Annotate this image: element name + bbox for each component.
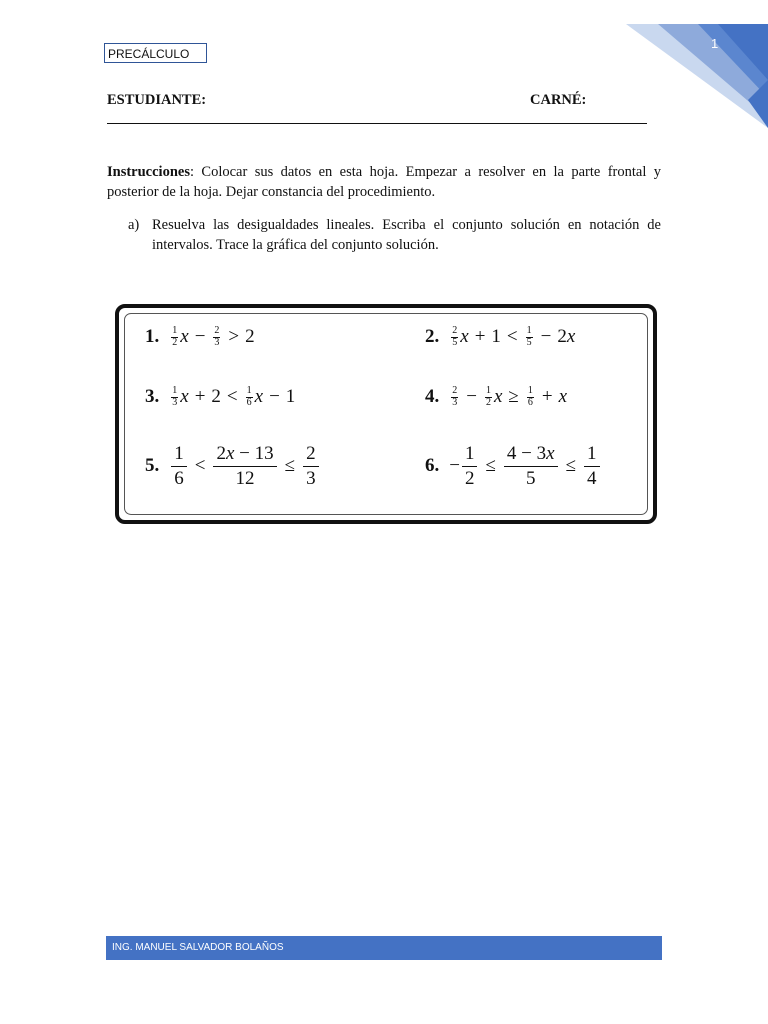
instructions-title: Instrucciones — [107, 164, 190, 180]
task-item — [128, 215, 661, 255]
student-label: ESTUDIANTE: — [107, 92, 207, 108]
instructions-body: : Colocar sus datos en esta hoja. Empezar a resolver en la parte frontal y posterior de la hoja. Dejar constancia del procedimiento. — [107, 164, 661, 200]
problems-box — [115, 304, 657, 524]
task-text: Resuelva las desigualdades lineales. Escriba el conjunto solución en notación de intervalos. Trace la gráfica del conjunto solución. — [152, 217, 661, 253]
footer-author: ING. MANUEL SALVADOR BOLAÑOS — [106, 936, 662, 960]
problem-number: 2. — [425, 326, 440, 347]
problem-1: 1. $\frac{1}{2}$ x − $\frac{2}{3}$ > 2 — [145, 325, 255, 348]
task-marker: a) — [128, 217, 140, 233]
problem-4: 4. $\frac{2}{3}$ − $\frac{1}{2}$ x ≥ $\frac{1}{6}$ + x — [425, 385, 567, 408]
problem-2: 2. $\frac{2}{5}$ x + 1 < $\frac{1}{5}$ − 2 x — [425, 325, 576, 348]
problem-number: 4. — [425, 386, 440, 407]
problem-number: 1. — [145, 326, 160, 347]
page-number: 1 — [711, 36, 719, 51]
problem-3: 3. $\frac{1}{3}$ x + 2 < $\frac{1}{6}$ x − 1 — [145, 385, 296, 408]
corner-decoration — [598, 0, 768, 130]
instructions — [107, 162, 661, 202]
problem-number: 6. — [425, 455, 440, 477]
problem-number: 3. — [145, 386, 160, 407]
problem-6: 6. − $\frac{1}{2}$ ≤ $\frac{4 - 3x}{5}$ ≤ $\frac{1}{4}$ — [425, 442, 602, 491]
course-label: PRECÁLCULO — [104, 43, 207, 63]
name-line — [107, 123, 647, 124]
problem-number: 5. — [145, 455, 160, 477]
problem-5: 5. $\frac{1}{6}$ < $\frac{2x - 13}{12}$ ≤ $\frac{2}{3}$ — [145, 442, 321, 491]
id-label: CARNÉ: — [530, 92, 587, 108]
